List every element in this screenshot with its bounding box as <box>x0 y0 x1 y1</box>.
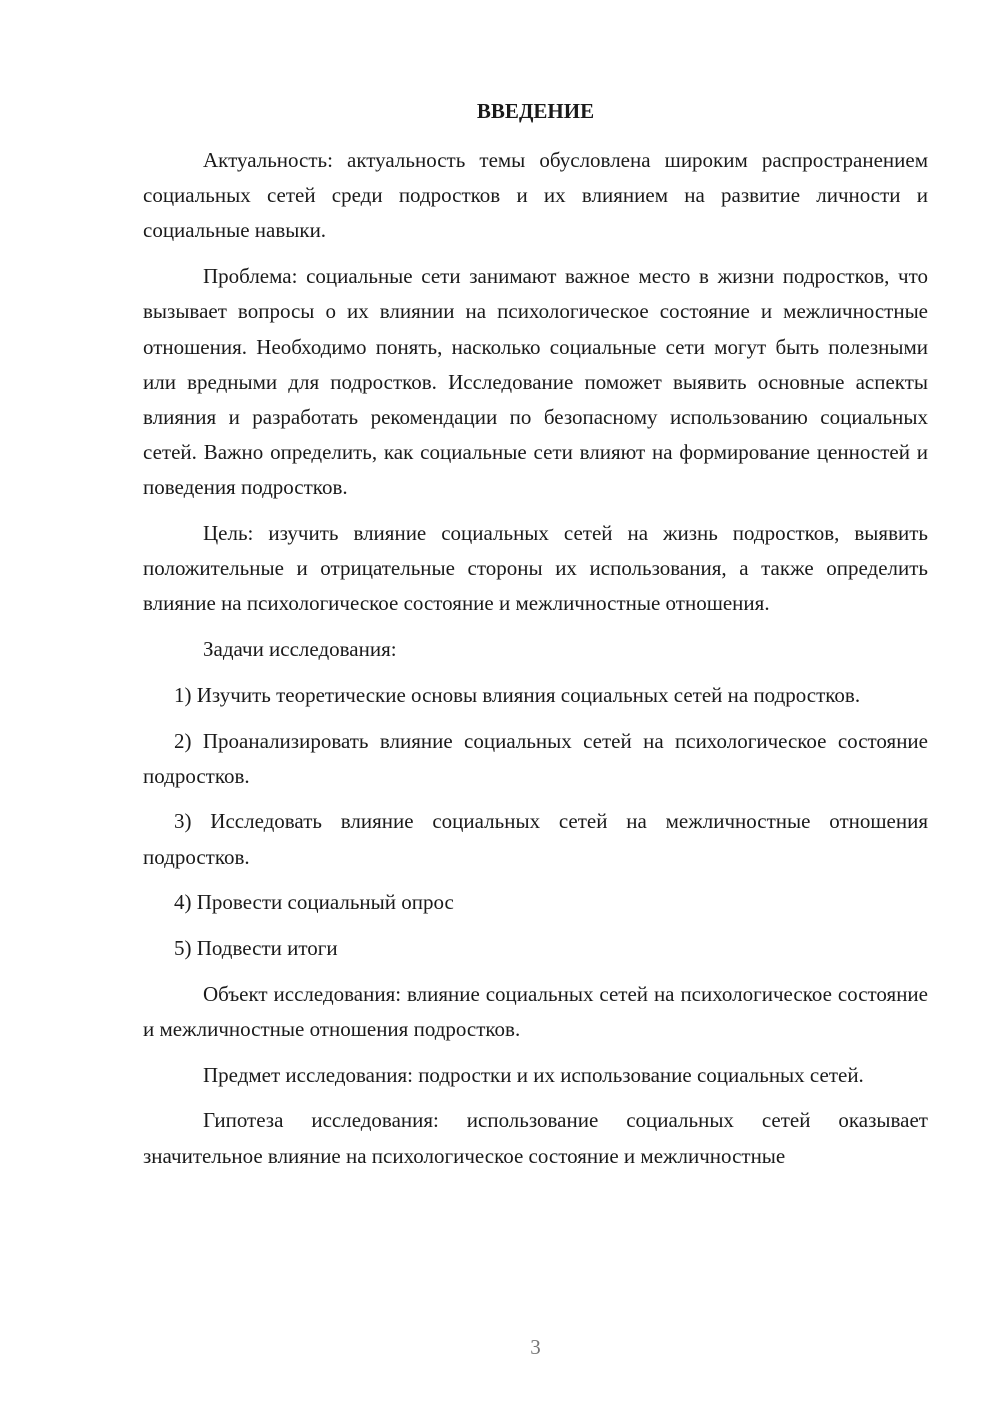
task-item-2: 2) Проанализировать влияние социальных сетей на психологическое состояние подростков. <box>143 728 928 788</box>
task-item-4: 4) Провести социальный опрос <box>174 890 454 915</box>
subject-paragraph: Предмет исследования: подростки и их использование социальных сетей. <box>203 1062 864 1087</box>
task-item-5: 5) Подвести итоги <box>174 936 338 961</box>
task-item-3: 3) Исследовать влияние социальных сетей на межличностные отношения подростков. <box>143 809 928 869</box>
tasks-heading: Задачи исследования: <box>203 637 397 662</box>
object-paragraph: Объект исследования: влияние социальных сетей на психологическое состояние и межличностные отношения подростков. <box>143 981 928 1041</box>
goal-paragraph: Цель: изучить влияние социальных сетей на жизнь подростков, выявить положительные и отрицательные стороны их использования, а также определить влияние на психологическое состояние и межличностные отношения. <box>143 521 928 616</box>
hypothesis-paragraph: Гипотеза исследования: использование социальных сетей оказывает значительное влияние на психологическое состояние и межличностные <box>143 1108 928 1168</box>
task-item-1: 1) Изучить теоретические основы влияния социальных сетей на подростков. <box>174 682 861 707</box>
relevance-paragraph: Актуальность: актуальность темы обусловлена широким распространением социальных сетей среди подростков и их влиянием на развитие личности и социальные навыки. <box>143 148 928 243</box>
document-page <box>143 0 928 1414</box>
document-body <box>143 143 928 1184</box>
page-number: 3 <box>530 1335 541 1359</box>
section-heading: ВВЕДЕНИЕ <box>476 99 595 123</box>
problem-paragraph: Проблема: социальные сети занимают важное место в жизни подростков, что вызывает вопросы о их влиянии на психологическое состояние и межличностные отношения. Необходимо понять, насколько социальные сети могут быть полезными или вредными для подростков. Исследование поможет выявить основные аспекты влияния и разработать рекомендации по безопасному использованию социальных сетей. Важно определить, как социальные сети влияют на формирование ценностей и поведения подростков. <box>143 264 928 500</box>
